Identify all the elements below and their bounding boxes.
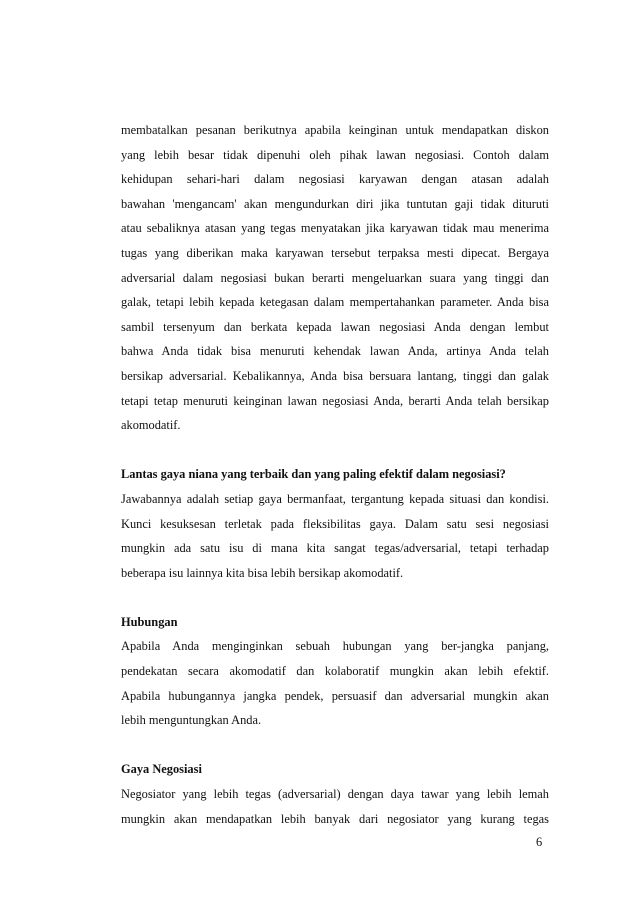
text-line: tetapi tetap menuruti keinginan lawan negosiasi Anda, berarti Anda telah bersikap [121, 393, 549, 408]
paragraph [121, 634, 549, 732]
paragraph-gap [121, 733, 549, 758]
paragraph-gap [121, 438, 549, 463]
text-line: beberapa isu lainnya kita bisa lebih bersikap akomodatif. [121, 565, 404, 580]
text-line: Apabila Anda menginginkan sebuah hubungan yang ber-jangka panjang, [121, 639, 549, 654]
text-line: tugas yang diberikan maka karyawan tersebut terpaksa mesti dipecat. Bergaya [121, 245, 549, 260]
section-heading: Gaya Negosiasi [121, 762, 202, 777]
section-heading: Hubungan [121, 614, 178, 629]
section-heading: Lantas gaya niana yang terbaik dan yang paling efektif dalam negosiasi? [121, 467, 506, 482]
paragraph [121, 782, 549, 831]
paragraph [121, 118, 549, 438]
text-line: Apabila hubungannya jangka pendek, persuasif dan adversarial mungkin akan [121, 688, 549, 703]
text-line: galak, tetapi lebih kepada ketegasan dalam mempertahankan parameter. Anda bisa [121, 295, 549, 310]
paragraph [121, 487, 549, 585]
page-body [121, 118, 549, 831]
text-line: bawahan 'mengancam' akan mengundurkan diri jika tuntutan gaji tidak dituruti [121, 196, 549, 211]
text-line: Jawabannya adalah setiap gaya bermanfaat, tergantung kepada situasi dan kondisi. [121, 491, 549, 506]
text-line: kehidupan sehari-hari dalam negosiasi karyawan dengan atasan adalah [121, 172, 549, 187]
text-line: mungkin akan mendapatkan lebih banyak dari negosiator yang kurang tegas [121, 811, 549, 826]
text-line: bahwa Anda tidak bisa menuruti kehendak lawan Anda, artinya Anda telah [121, 344, 549, 359]
text-line: adversarial dalam negosiasi bukan berarti mengeluarkan suara yang tinggi dan [121, 270, 549, 285]
text-line: yang lebih besar tidak dipenuhi oleh pihak lawan negosiasi. Contoh dalam [121, 147, 549, 162]
page-number: 6 [536, 835, 543, 849]
text-line: lebih menguntungkan Anda. [121, 713, 262, 728]
text-line: membatalkan pesanan berikutnya apabila keinginan untuk mendapatkan diskon [121, 123, 549, 137]
text-line: pendekatan secara akomodatif dan kolaboratif mungkin akan lebih efektif. [121, 664, 549, 679]
paragraph-gap [121, 585, 549, 610]
text-line: bersikap adversarial. Kebalikannya, Anda bisa bersuara lantang, tinggi dan galak [121, 368, 549, 383]
text-line: Negosiator yang lebih tegas (adversarial) dengan daya tawar yang lebih lemah [121, 787, 549, 802]
text-line: mungkin ada satu isu di mana kita sangat tegas/adversarial, tetapi terhadap [121, 541, 549, 556]
text-line: atau sebaliknya atasan yang tegas menyatakan jika karyawan tidak mau menerima [121, 221, 549, 236]
text-line: Kunci kesuksesan terletak pada fleksibilitas gaya. Dalam satu sesi negosiasi [121, 516, 549, 531]
text-line: sambil tersenyum dan berkata kepada lawan negosiasi Anda dengan lembut [121, 319, 549, 334]
text-line: akomodatif. [121, 418, 181, 433]
